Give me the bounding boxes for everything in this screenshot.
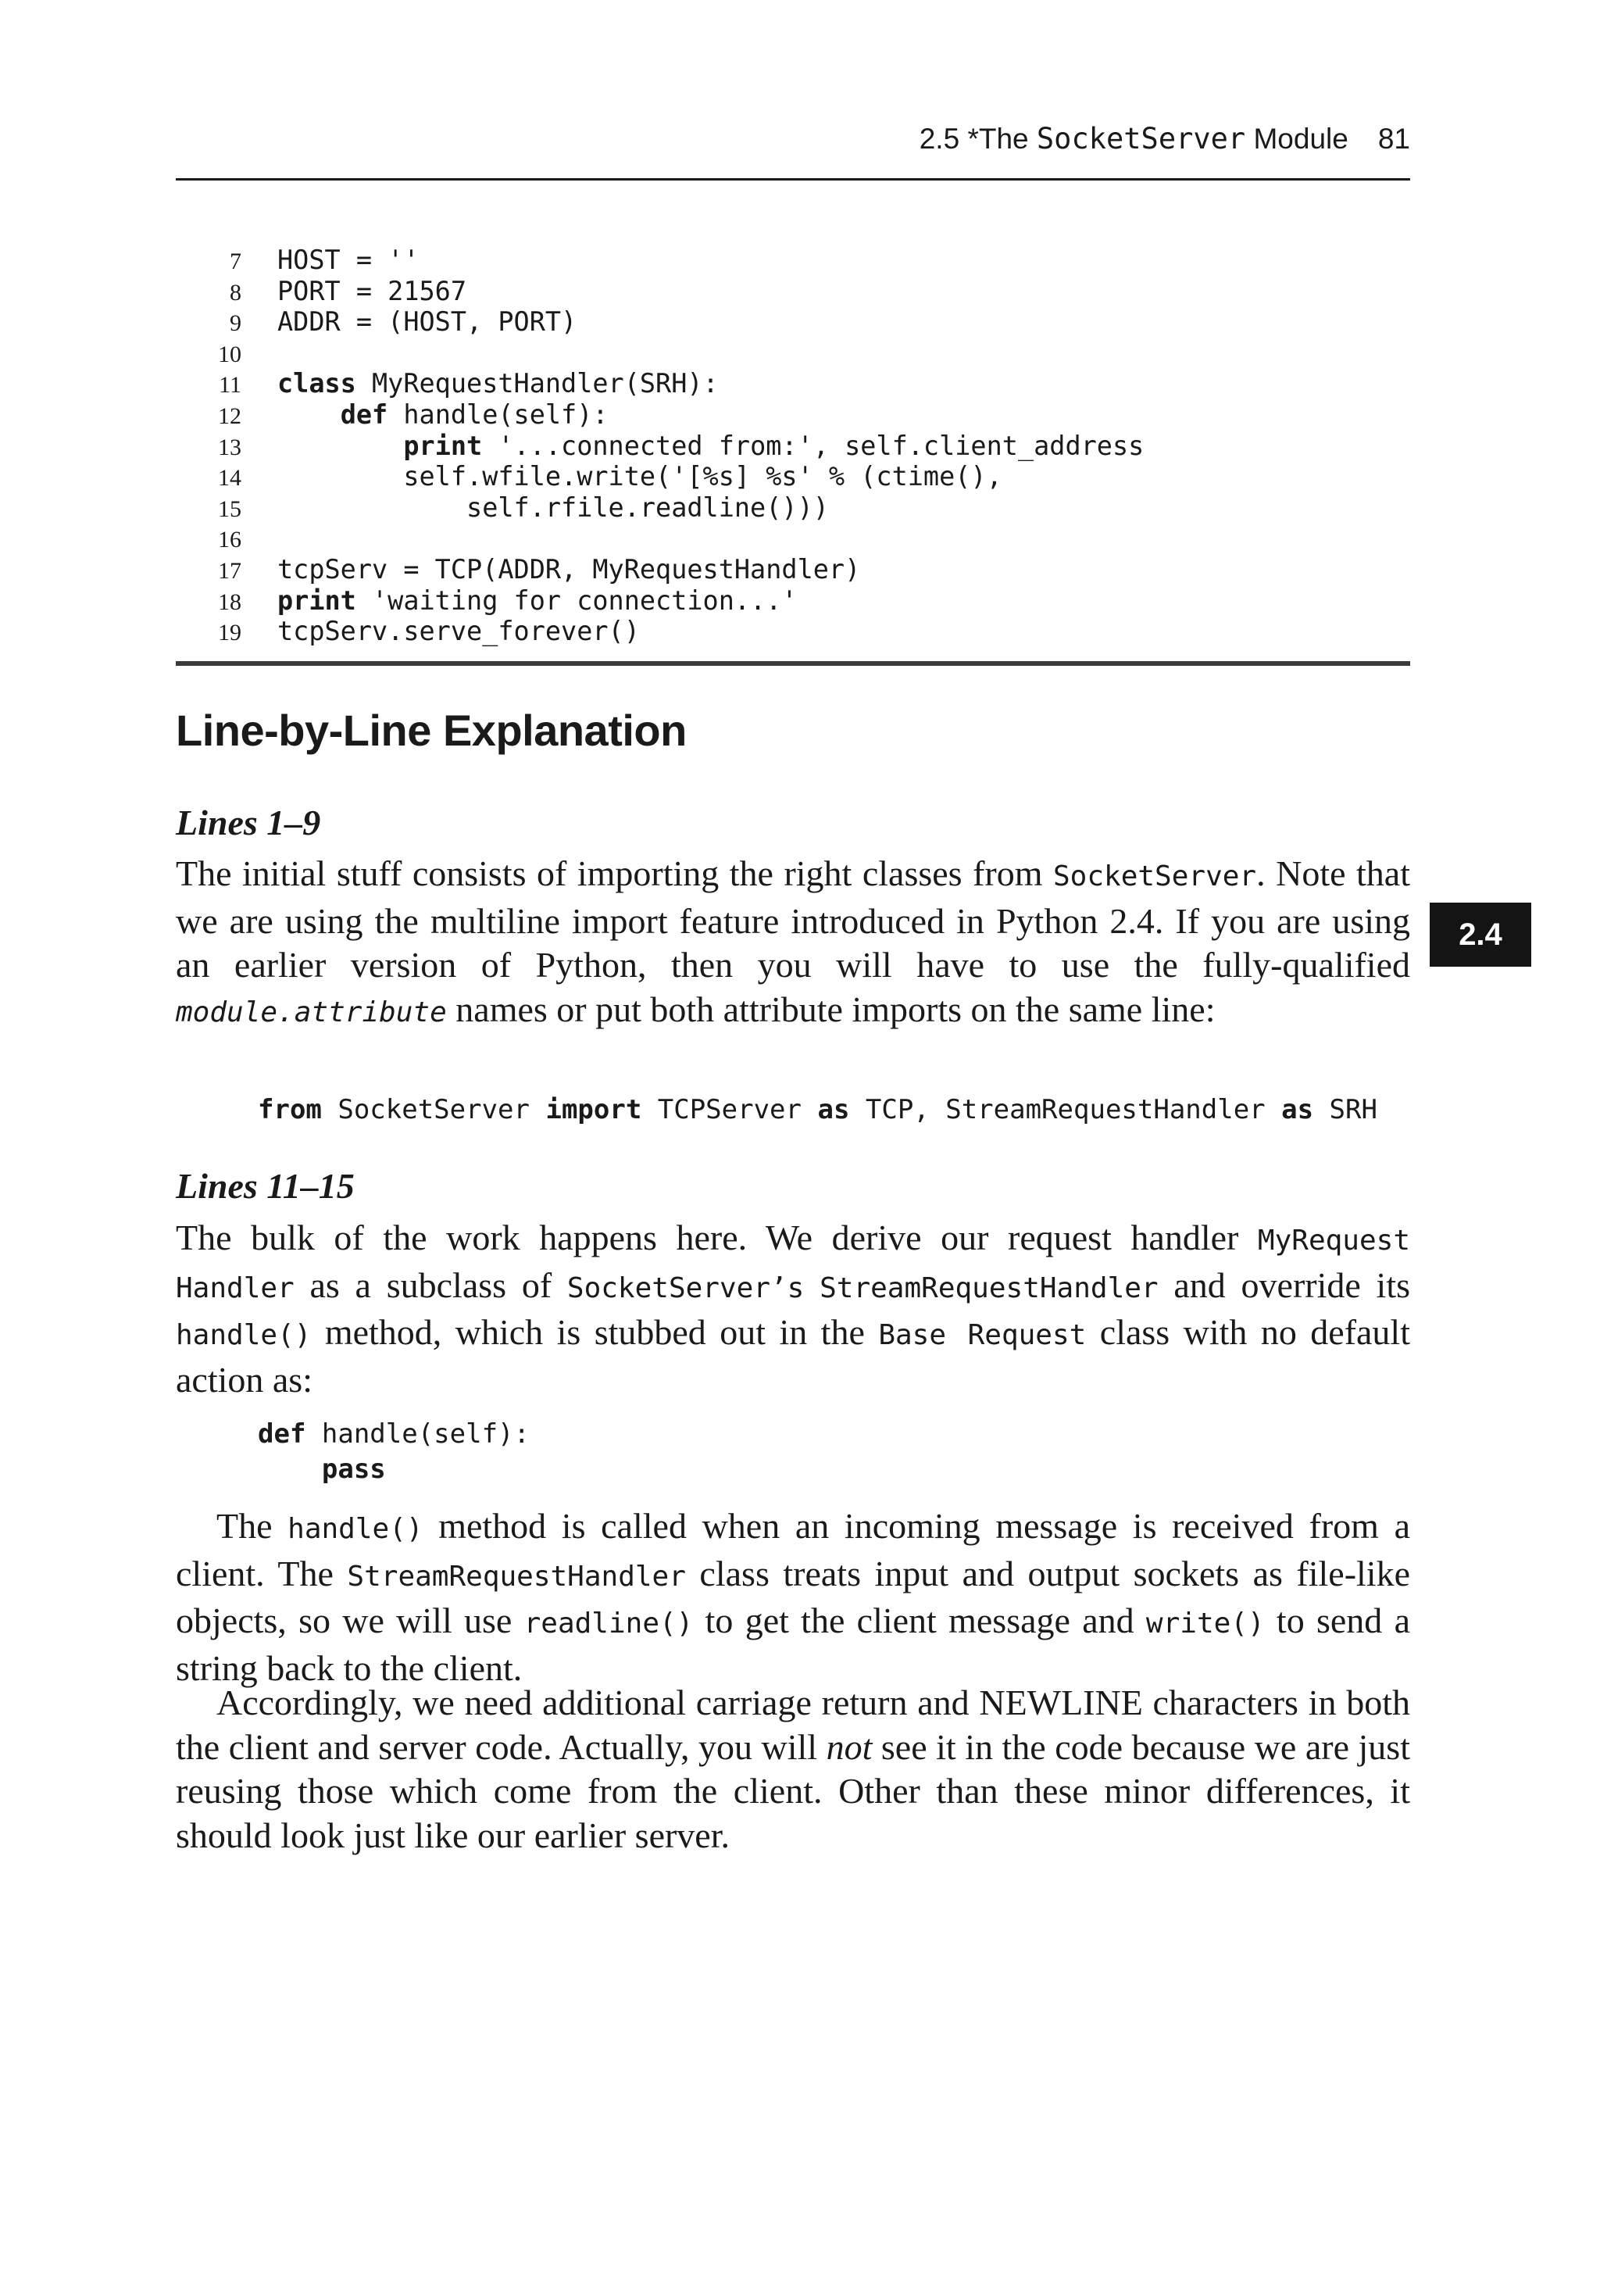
- emphasis: not: [826, 1726, 873, 1767]
- code-text: tcpServ = TCP(ADDR, MyRequestHandler): [277, 553, 861, 585]
- code-listing: [176, 245, 1410, 647]
- paragraph-lines-11-15: The bulk of the work happens here. We derive our request handler MyRequest Handler as a subclass of SocketServer’s StreamRequestHandler and override its handle() method, which is stubbed out in the Base Request class with no default action as:: [176, 1218, 1411, 1400]
- code-line: [176, 523, 1410, 554]
- line-number: 12: [218, 402, 241, 429]
- paragraph-accordingly: Accordingly, we need additional carriage return and NEWLINE characters in both the client and server code. Actually, you will not see it in the code because we are just reusing those which come from the client. Other than these minor differences, it should look just like our earlier server.: [176, 1683, 1410, 1855]
- code-text: HOST = '': [277, 245, 420, 275]
- line-number: 15: [218, 495, 241, 522]
- line-number: 16: [218, 527, 241, 553]
- inline-code: Base Request: [878, 1319, 1087, 1351]
- code-line: [176, 306, 1410, 338]
- subsection-title-lines-11-15: Lines 11–15: [176, 1166, 355, 1206]
- line-number: 9: [230, 310, 241, 337]
- code-text: print 'waiting for connection...': [277, 585, 798, 616]
- code-text: PORT = 21567: [277, 275, 467, 306]
- code-keyword: class: [277, 368, 356, 399]
- line-number: 8: [230, 279, 241, 306]
- running-header: [0, 123, 1410, 155]
- inline-code: SocketServer’s: [566, 1271, 805, 1304]
- inline-code-italic: module.attribute: [176, 996, 447, 1028]
- inline-code: MyRequest Handler: [176, 1225, 1410, 1304]
- code-text: print '...connected from:', self.client_address: [403, 430, 1145, 461]
- code-keyword: print: [277, 585, 356, 616]
- code-text: class MyRequestHandler(SRH):: [277, 368, 719, 399]
- line-number: 10: [218, 341, 241, 367]
- inline-code: handle(): [288, 1513, 423, 1545]
- code-keyword: print: [403, 430, 483, 461]
- code-line: [176, 276, 1410, 307]
- code-text: tcpServ.serve_forever(): [277, 616, 640, 647]
- paragraph-handle-method: The handle() method is called when an incoming message is received from a client. The StreamRequestHandler class treats input and output sockets as file-like objects, so we will use readline() to get the client message and write() to send a string back to the client.: [176, 1506, 1411, 1688]
- code-line: [176, 399, 1410, 431]
- line-number: 7: [230, 249, 241, 274]
- line-number: 19: [218, 620, 241, 646]
- code-line: [176, 245, 1410, 276]
- section-title-module: SocketServer: [1036, 122, 1246, 156]
- line-number: 18: [218, 588, 241, 615]
- code-line: [176, 585, 1410, 617]
- code-line: [176, 431, 1410, 462]
- line-number: 13: [218, 434, 241, 460]
- inline-code: SocketServer: [1053, 860, 1257, 892]
- import-snippet: from SocketServer import TCPServer as TCP, StreamRequestHandler as SRH: [258, 1094, 1377, 1125]
- line-number: 14: [218, 465, 241, 492]
- code-line: [176, 616, 1410, 647]
- inline-code: StreamRequestHandler: [820, 1271, 1159, 1304]
- inline-code: handle(): [176, 1319, 312, 1351]
- code-text: ADDR = (HOST, PORT): [277, 306, 577, 338]
- line-number: 11: [219, 372, 241, 399]
- subsection-title-lines-1-9: Lines 1–9: [176, 803, 321, 842]
- handle-snippet: def handle(self): pass: [258, 1418, 530, 1485]
- code-line: [176, 338, 1410, 369]
- line-number: 17: [218, 557, 241, 584]
- section-title-prefix: 2.5 *The: [919, 123, 1037, 155]
- code-line: [176, 461, 1410, 492]
- section-title-suffix: Module: [1245, 123, 1348, 155]
- code-line: [176, 554, 1410, 585]
- code-keyword: def: [340, 399, 388, 430]
- section-heading: Line-by-Line Explanation: [176, 706, 687, 755]
- inline-code: StreamRequestHandler: [347, 1560, 686, 1593]
- inline-code: readline(): [523, 1608, 694, 1640]
- paragraph-lines-1-9: The initial stuff consists of importing the right classes from SocketServer. Note that we are using the multiline import feature introduced in Python 2.4. If you are using an earlier version of Python, then you will have to use the fully-qualified module.attribute names or put both attribute imports on the same line:: [176, 853, 1410, 1029]
- code-listing-rule: [176, 661, 1410, 666]
- header-rule: [176, 178, 1410, 181]
- chapter-tab: 2.4: [1430, 903, 1531, 967]
- code-text: self.rfile.readline())): [277, 492, 829, 523]
- code-text: def handle(self):: [340, 399, 609, 430]
- code-text: self.wfile.write('[%s] %s' % (ctime(),: [277, 461, 1002, 492]
- code-line: [176, 492, 1410, 524]
- page-number: 81: [1377, 123, 1410, 155]
- code-line: [176, 368, 1410, 399]
- inline-code: write(): [1145, 1608, 1265, 1640]
